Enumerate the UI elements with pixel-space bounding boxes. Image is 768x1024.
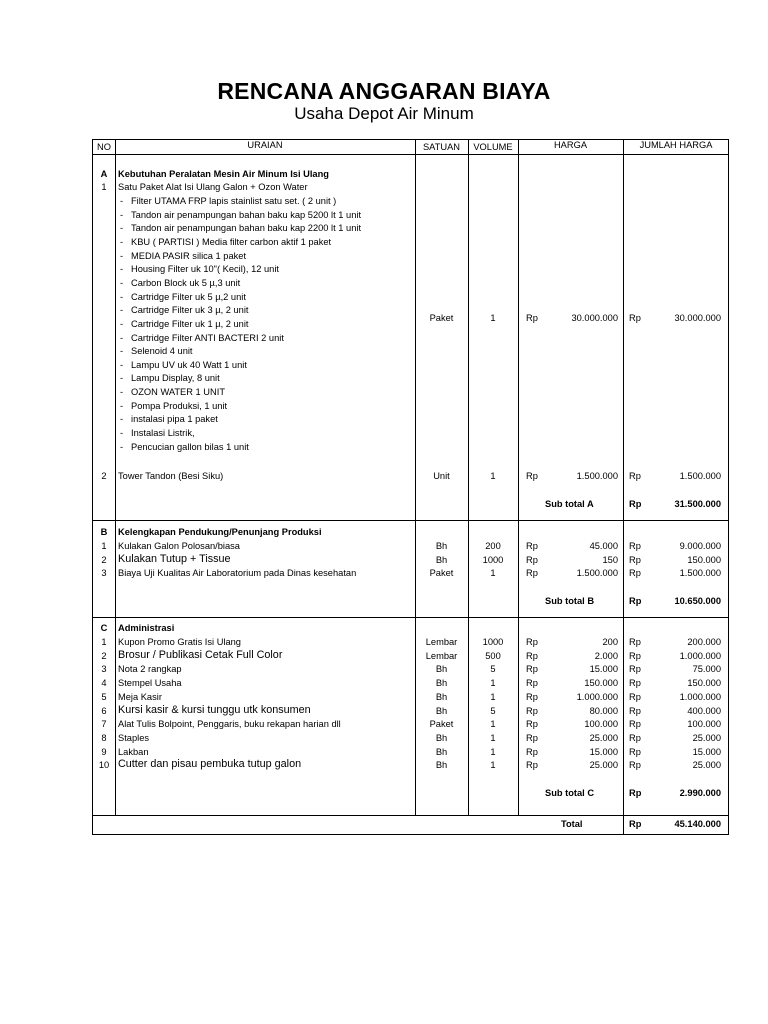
col-line-harga: [623, 139, 624, 835]
currency-label: Rp: [629, 664, 641, 675]
equipment-subitem: Tandon air penampungan bahan baku kap 5200 lt 1 unit: [131, 209, 362, 220]
equipment-subitem: Pencucian gallon bilas 1 unit: [131, 441, 249, 452]
section-b-bottom-line: [92, 617, 729, 618]
bullet-dash: -: [120, 264, 124, 275]
bullet-dash: -: [120, 346, 124, 357]
table-row-desc: Staples: [118, 732, 150, 743]
bullet-dash: -: [120, 332, 124, 343]
section-a-item2-no: 2: [101, 471, 107, 481]
section-a-title: Kebutuhan Peralatan Mesin Air Minum Isi Ulang: [118, 169, 329, 179]
bullet-dash: -: [120, 387, 124, 398]
bullet-dash: -: [120, 441, 124, 452]
currency-label: Rp: [629, 471, 641, 481]
table-row-jumlah: 200.000: [687, 637, 721, 647]
table-row-volume: 1: [490, 732, 496, 743]
total-label: Total: [561, 819, 583, 829]
table-row-harga: 25.000: [589, 760, 618, 771]
currency-label: Rp: [526, 760, 538, 771]
table-row-harga: 80.000: [589, 705, 618, 716]
table-row-satuan: Paket: [429, 719, 454, 730]
table-row-jumlah: 150.000: [687, 678, 721, 689]
table-row-no: 6: [101, 705, 107, 716]
currency-label: Rp: [629, 313, 641, 323]
table-row-no: 4: [101, 678, 107, 689]
table-row-jumlah: 1.000.000: [679, 691, 721, 702]
table-row-desc: Meja Kasir: [118, 691, 162, 702]
table-row-satuan: Bh: [435, 760, 448, 771]
section-b-title: Kelengkapan Pendukung/Penunjang Produksi: [118, 527, 322, 537]
section-a-item2-volume: 1: [490, 471, 496, 481]
currency-label: Rp: [629, 678, 641, 689]
table-row-harga: 15.000: [589, 746, 618, 757]
table-row-volume: 200: [485, 541, 501, 551]
currency-label: Rp: [526, 637, 538, 647]
currency-label: Rp: [629, 691, 641, 702]
table-row-harga: 2.000: [594, 650, 618, 661]
equipment-subitem: Filter UTAMA FRP lapis stainlist satu set. ( 2 unit ): [131, 196, 337, 206]
equipment-subitem: Housing Filter uk 10"( Kecil), 12 unit: [131, 264, 279, 275]
col-line-volume: [518, 139, 519, 816]
equipment-subitem: OZON WATER 1 UNIT: [131, 387, 225, 398]
currency-label: Rp: [629, 788, 642, 798]
header-satuan: SATUAN: [422, 142, 461, 152]
table-row-satuan: Lembar: [425, 637, 458, 647]
table-row-satuan: Bh: [435, 705, 448, 716]
currency-label: Rp: [629, 819, 642, 829]
table-row-no: 3: [101, 568, 107, 579]
table-row-no: 9: [101, 746, 107, 757]
table-row-volume: 1000: [482, 637, 504, 647]
subtotal-c-value: 2.990.000: [679, 788, 721, 798]
table-row-no: 3: [101, 664, 107, 675]
section-a-item1-satuan: Paket: [429, 313, 454, 323]
total-value: 45.140.000: [674, 819, 721, 829]
currency-label: Rp: [526, 650, 538, 661]
table-row-desc: Lakban: [118, 746, 149, 757]
equipment-subitem: KBU ( PARTISI ) Media filter carbon aktif 1 paket: [131, 236, 332, 247]
section-a-item1-jumlah: 30.000.000: [674, 313, 721, 323]
currency-label: Rp: [629, 499, 642, 509]
header-no: NO: [97, 142, 111, 152]
equipment-subitem: Tandon air penampungan bahan baku kap 2200 lt 1 unit: [131, 223, 362, 234]
table-row-volume: 1: [490, 760, 496, 771]
section-a-item1-desc: Satu Paket Alat Isi Ulang Galon + Ozon Water: [118, 182, 308, 192]
subtotal-b-label: Sub total B: [545, 596, 595, 606]
table-row-desc: Biaya Uji Kualitas Air Laboratorium pada Dinas kesehatan: [118, 568, 357, 579]
table-row-no: 2: [101, 554, 107, 565]
subtotal-a-label: Sub total A: [545, 499, 594, 509]
currency-label: Rp: [526, 568, 538, 579]
table-row-jumlah: 75.000: [692, 664, 721, 675]
table-row-jumlah: 150.000: [687, 554, 721, 565]
section-c-letter: C: [100, 623, 108, 633]
table-row-desc: Kulakan Tutup + Tissue: [118, 552, 231, 565]
currency-label: Rp: [629, 746, 641, 757]
table-row-volume: 1000: [482, 554, 504, 565]
currency-label: Rp: [526, 705, 538, 716]
table-row-no: 1: [101, 637, 107, 647]
header-bottom-line: [92, 154, 729, 155]
table-row-desc: Nota 2 rangkap: [118, 664, 182, 675]
table-row-volume: 1: [490, 746, 496, 757]
table-row-no: 8: [101, 732, 107, 743]
table-row-desc: Kulakan Galon Polosan/biasa: [118, 541, 240, 551]
table-row-harga: 100.000: [584, 719, 618, 730]
table-row-satuan: Lembar: [425, 650, 458, 661]
bullet-dash: -: [120, 373, 124, 384]
table-row-no: 7: [101, 719, 107, 730]
currency-label: Rp: [526, 313, 538, 323]
table-row-desc: Kupon Promo Gratis Isi Ulang: [118, 637, 241, 647]
table-row-volume: 1: [490, 719, 496, 730]
currency-label: Rp: [526, 732, 538, 743]
section-a-item2-desc: Tower Tandon (Besi Siku): [118, 471, 224, 481]
currency-label: Rp: [629, 554, 641, 565]
section-a-letter: A: [100, 169, 108, 179]
currency-label: Rp: [526, 691, 538, 702]
section-a-bottom-line: [92, 520, 729, 521]
bullet-dash: -: [120, 318, 124, 329]
table-row-volume: 5: [490, 705, 496, 716]
currency-label: Rp: [629, 732, 641, 743]
equipment-subitem: Lampu UV uk 40 Watt 1 unit: [131, 359, 247, 370]
table-row-harga: 25.000: [589, 732, 618, 743]
table-row-desc: Alat Tulis Bolpoint, Penggaris, buku rekapan harian dll: [118, 719, 341, 730]
section-a-item1-harga: 30.000.000: [571, 313, 618, 323]
table-row-volume: 5: [490, 664, 496, 675]
currency-label: Rp: [526, 746, 538, 757]
table-row-volume: 1: [490, 678, 496, 689]
bullet-dash: -: [120, 428, 124, 439]
col-line-no: [115, 139, 116, 816]
currency-label: Rp: [526, 471, 538, 481]
equipment-subitem: instalasi pipa 1 paket: [131, 414, 218, 425]
table-row-jumlah: 1.000.000: [679, 650, 721, 661]
bullet-dash: -: [120, 209, 124, 220]
table-row-desc: Cutter dan pisau pembuka tutup galon: [118, 758, 302, 771]
table-row-desc: Kursi kasir & kursi tunggu utk konsumen: [118, 703, 311, 716]
currency-label: Rp: [526, 554, 538, 565]
equipment-subitem: Cartridge Filter uk 3 µ, 2 unit: [131, 305, 249, 316]
table-row-no: 10: [98, 760, 110, 771]
equipment-subitem: Cartridge Filter ANTI BACTERI 2 unit: [131, 332, 284, 343]
table-row-harga: 1.500.000: [576, 568, 618, 579]
table-row-satuan: Bh: [435, 554, 448, 565]
table-row-harga: 150: [602, 554, 618, 565]
equipment-subitem: Cartridge Filter uk 1 µ, 2 unit: [131, 318, 249, 329]
currency-label: Rp: [526, 541, 538, 551]
bullet-dash: -: [120, 359, 124, 370]
section-a-item1-no: 1: [101, 182, 107, 192]
table-row-no: 1: [101, 541, 107, 551]
header-volume: VOLUME: [473, 142, 513, 152]
bullet-dash: -: [120, 250, 124, 261]
table-row-jumlah: 25.000: [692, 760, 721, 771]
table-row-satuan: Bh: [435, 678, 448, 689]
currency-label: Rp: [526, 719, 538, 730]
currency-label: Rp: [629, 650, 641, 661]
table-row-desc: Stempel Usaha: [118, 678, 182, 689]
table-row-harga: 15.000: [589, 664, 618, 675]
table-row-desc: Brosur / Publikasi Cetak Full Color: [118, 648, 283, 661]
section-b-letter: B: [100, 527, 108, 537]
bullet-dash: -: [120, 277, 124, 288]
table-row-harga: 150.000: [584, 678, 618, 689]
section-a-item2-satuan: Unit: [433, 471, 450, 481]
currency-label: Rp: [629, 568, 641, 579]
table-row-harga: 200: [602, 637, 618, 647]
table-row-satuan: Bh: [435, 691, 448, 702]
subtotal-a-value: 31.500.000: [674, 499, 721, 509]
equipment-subitem: Carbon Block uk 5 µ,3 unit: [131, 277, 241, 288]
table-row-satuan: Bh: [435, 664, 448, 675]
table-row-satuan: Bh: [435, 746, 448, 757]
currency-label: Rp: [629, 637, 641, 647]
bullet-dash: -: [120, 291, 124, 302]
section-a-item2-jumlah: 1.500.000: [679, 471, 721, 481]
table-row-satuan: Paket: [429, 568, 454, 579]
header-harga: HARGA: [553, 140, 588, 150]
equipment-subitem: Pompa Produksi, 1 unit: [131, 400, 228, 411]
header-uraian: URAIAN: [247, 140, 283, 150]
currency-label: Rp: [526, 664, 538, 675]
table-row-jumlah: 25.000: [692, 732, 721, 743]
currency-label: Rp: [629, 596, 642, 606]
currency-label: Rp: [629, 705, 641, 716]
section-a-item1-volume: 1: [490, 313, 496, 323]
subtotal-b-value: 10.650.000: [674, 596, 721, 606]
bullet-dash: -: [120, 414, 124, 425]
table-row-satuan: Bh: [435, 732, 448, 743]
table-row-harga: 1.000.000: [576, 691, 618, 702]
header-jumlah-harga: JUMLAH HARGA: [639, 140, 713, 150]
bullet-dash: -: [120, 223, 124, 234]
table-row-no: 5: [101, 691, 107, 702]
currency-label: Rp: [629, 719, 641, 730]
document-title: RENCANA ANGGARAN BIAYA: [217, 78, 551, 104]
equipment-subitem: Instalasi Listrik,: [131, 428, 195, 439]
bullet-dash: -: [120, 196, 124, 206]
currency-label: Rp: [629, 760, 641, 771]
equipment-subitem: Selenoid 4 unit: [131, 346, 193, 357]
currency-label: Rp: [526, 678, 538, 689]
section-c-title: Administrasi: [118, 623, 175, 633]
equipment-subitem: Lampu Display, 8 unit: [131, 373, 220, 384]
table-row-jumlah: 1.500.000: [679, 568, 721, 579]
subtotal-c-label: Sub total C: [545, 788, 595, 798]
table-row-volume: 500: [485, 650, 501, 661]
currency-label: Rp: [629, 541, 641, 551]
table-row-harga: 45.000: [589, 541, 618, 551]
section-a-item2-harga: 1.500.000: [576, 471, 618, 481]
bullet-dash: -: [120, 305, 124, 316]
table-row-jumlah: 400.000: [687, 705, 721, 716]
table-row-volume: 1: [490, 691, 496, 702]
document-subtitle: Usaha Depot Air Minum: [294, 104, 474, 123]
table-row-jumlah: 15.000: [692, 746, 721, 757]
bullet-dash: -: [120, 236, 124, 247]
table-row-satuan: Bh: [435, 541, 448, 551]
table-row-jumlah: 100.000: [687, 719, 721, 730]
table-row-jumlah: 9.000.000: [679, 541, 721, 551]
section-c-bottom-line: [92, 815, 729, 816]
equipment-subitem: MEDIA PASIR silica 1 paket: [131, 250, 247, 261]
equipment-subitem: Cartridge Filter uk 5 µ,2 unit: [131, 291, 246, 302]
table-row-no: 2: [101, 650, 107, 661]
table-row-volume: 1: [490, 568, 496, 579]
bullet-dash: -: [120, 400, 124, 411]
